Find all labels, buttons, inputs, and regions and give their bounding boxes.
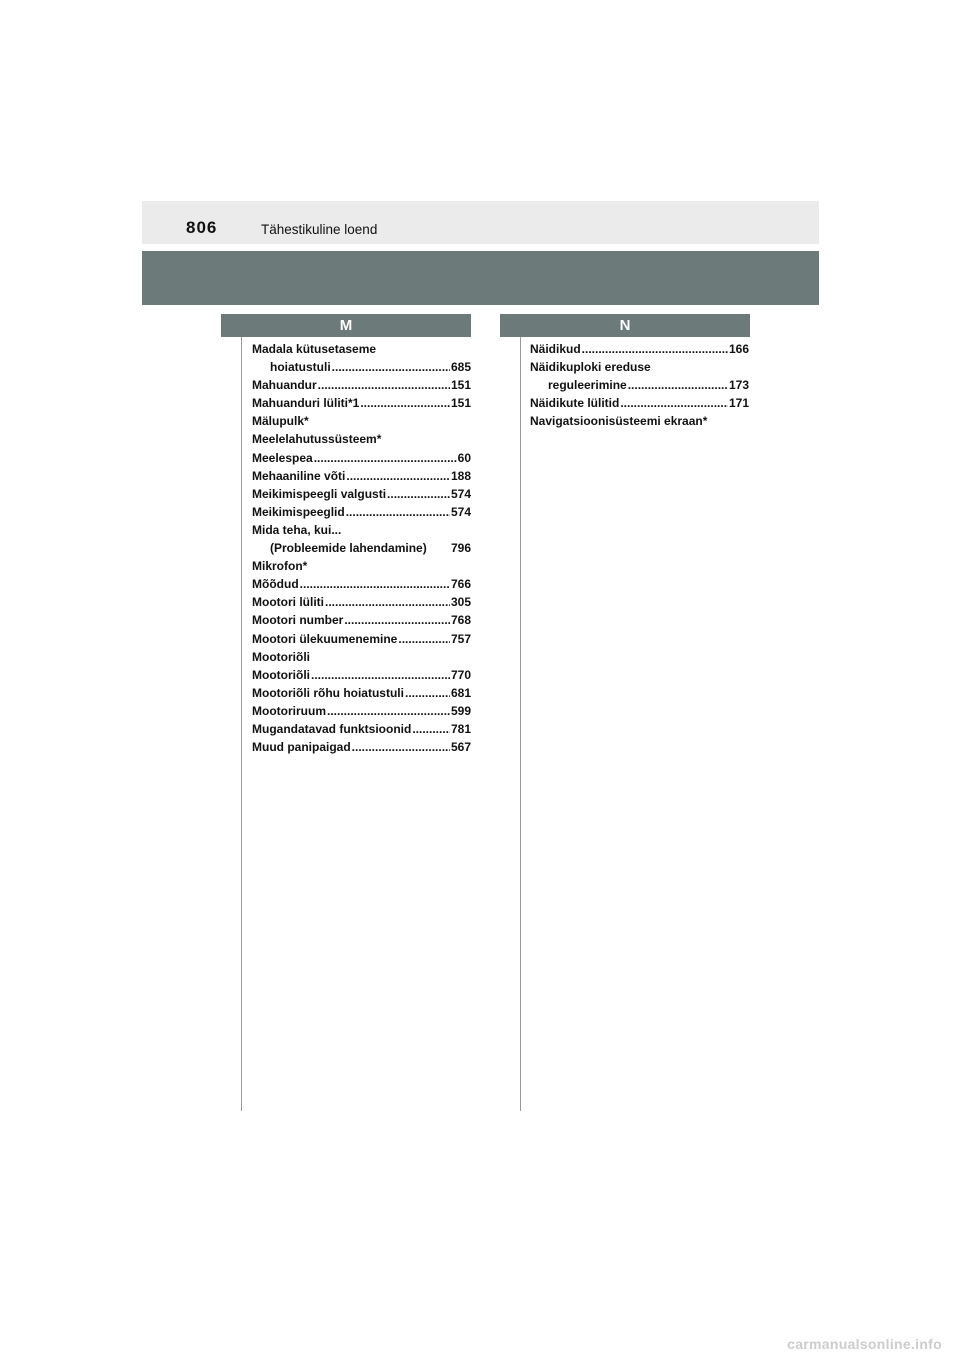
entry-label: Mootoriõli rõhu hoiatustuli: [252, 685, 404, 700]
page-title: Tähestikuline loend: [261, 222, 378, 237]
dot-leader: [314, 449, 457, 467]
index-entry: [252, 485, 471, 503]
entry-label: hoiatustuli: [270, 360, 331, 375]
index-entry: [252, 648, 471, 666]
entry-label: Meikimispeegli valgusti: [252, 486, 387, 501]
index-entry: [530, 340, 749, 358]
entry-label: (Probleemide lahendamine): [270, 541, 427, 556]
dot-leader: [332, 358, 450, 376]
dot-leader: [352, 738, 450, 756]
index-entry: [252, 340, 471, 358]
entry-page-number: 173: [728, 378, 749, 393]
column-rule-n: [520, 337, 521, 1111]
entry-label: Mõõdud: [252, 577, 299, 592]
entry-label: Mootoriõli: [252, 649, 310, 664]
index-entry: [252, 430, 471, 448]
index-entry: [252, 394, 471, 412]
entry-page-number: 171: [728, 396, 749, 411]
entry-page-number: 166: [728, 342, 749, 356]
entry-label: Mootori ülekuumenemine: [252, 631, 398, 646]
dot-leader: [412, 720, 450, 738]
dot-leader: [344, 611, 450, 629]
dot-leader: [628, 376, 728, 394]
entry-label: Meelelahutussüsteem*: [252, 432, 382, 447]
dot-leader: [311, 666, 450, 684]
section-band: [142, 251, 819, 305]
entry-label: Mahuandur: [252, 378, 317, 393]
index-entry: [252, 575, 471, 593]
entry-page-number: 60: [457, 450, 471, 465]
index-entry: [252, 412, 471, 430]
entry-label: reguleerimine: [548, 378, 627, 393]
dot-leader: [346, 467, 450, 485]
entry-page-number: 151: [450, 378, 471, 393]
index-entry: [530, 358, 749, 376]
index-entry: [252, 684, 471, 702]
entry-label: Navigatsioonisüsteemi ekraan*: [530, 414, 708, 429]
entry-label: Näidikud: [530, 342, 581, 356]
index-entry: [252, 449, 471, 467]
entry-label: Näidikuploki ereduse: [530, 360, 651, 375]
entry-page-number: 766: [450, 577, 471, 592]
dot-leader: [387, 485, 450, 503]
entry-page-number: 151: [450, 396, 471, 411]
dot-leader: [318, 376, 450, 394]
index-entry: [530, 412, 749, 430]
index-entry: [252, 738, 471, 756]
entry-page-number: 757: [450, 631, 471, 646]
entry-page-number: 685: [450, 360, 471, 375]
index-entry: [252, 611, 471, 629]
entry-label: Mehaaniline võti: [252, 468, 346, 483]
index-entry: [252, 376, 471, 394]
entry-page-number: 574: [450, 486, 471, 501]
entry-page-number: 768: [450, 613, 471, 628]
entry-page-number: 599: [450, 703, 471, 718]
dot-leader: [327, 702, 450, 720]
dot-leader: [405, 684, 450, 702]
dot-leader: [300, 575, 450, 593]
index-entry: [252, 593, 471, 611]
dot-leader: [582, 340, 728, 358]
entry-page-number: 574: [450, 504, 471, 519]
entry-page-number: 781: [450, 721, 471, 736]
entry-page-number: 796: [450, 541, 471, 556]
entry-page-number: 770: [450, 667, 471, 682]
index-entry: [252, 702, 471, 720]
header-bar: [142, 201, 819, 244]
entry-label: Mälupulk*: [252, 414, 309, 429]
entry-label: Näidikute lülitid: [530, 396, 620, 411]
letter-heading-n: N: [500, 314, 750, 337]
index-column-n: [530, 340, 749, 430]
entry-label: Madala kütusetaseme: [252, 342, 377, 356]
page-number: 806: [186, 218, 218, 237]
index-column-m: [252, 340, 471, 756]
entry-page-number: 681: [450, 685, 471, 700]
entry-label: Meikimispeeglid: [252, 504, 345, 519]
dot-leader: [346, 503, 450, 521]
entry-label: Mugandatavad funktsioonid: [252, 721, 412, 736]
watermark: carmanualsonline.info: [787, 1336, 942, 1352]
index-entry: [530, 394, 749, 412]
entry-page-number: 305: [450, 595, 471, 610]
entry-label: Meelespea: [252, 450, 313, 465]
index-entry: [252, 539, 471, 557]
entry-label: Mootori lüliti: [252, 595, 324, 610]
index-entry: [252, 521, 471, 539]
entry-label: Mootoriõli: [252, 667, 310, 682]
entry-label: Muud panipaigad: [252, 740, 351, 755]
entry-page-number: 567: [450, 740, 471, 755]
letter-heading-m: M: [221, 314, 471, 337]
index-entry: [252, 666, 471, 684]
entry-label: Mahuanduri lüliti*1: [252, 396, 360, 411]
index-entry: [252, 503, 471, 521]
dot-leader: [398, 630, 450, 648]
entry-label: Mootoriruum: [252, 703, 326, 718]
dot-leader: [620, 394, 728, 412]
entry-label: Mikrofon*: [252, 559, 308, 574]
dot-leader: [360, 394, 450, 412]
index-entry: [252, 557, 471, 575]
index-entry: [252, 720, 471, 738]
entry-label: Mootori number: [252, 613, 344, 628]
dot-leader: [325, 593, 450, 611]
index-entry: [252, 630, 471, 648]
entry-label: Mida teha, kui...: [252, 522, 342, 537]
index-entry: [252, 358, 471, 376]
index-entry: [252, 467, 471, 485]
column-rule-m: [241, 337, 242, 1111]
index-entry: [530, 376, 749, 394]
entry-page-number: 188: [450, 468, 471, 483]
